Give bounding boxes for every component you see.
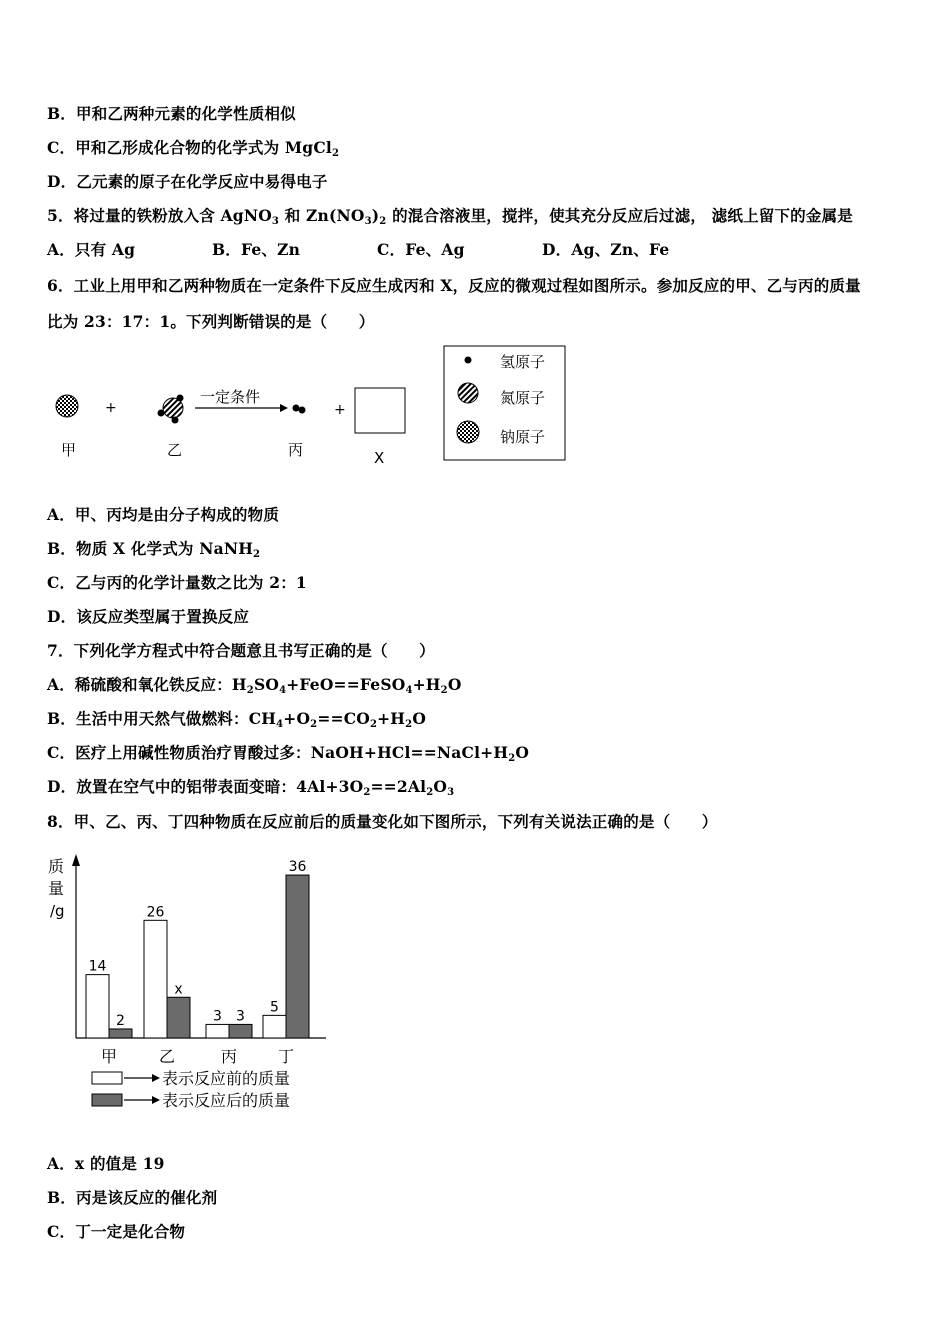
bar-after-3	[286, 875, 309, 1038]
bar-label-before-1: 26	[146, 904, 165, 921]
bar-label-before-0: 14	[88, 958, 107, 975]
plus-sign-2: +	[334, 402, 346, 418]
bar-before-0	[86, 975, 109, 1038]
q6-option-a: A．甲、丙均是由分子构成的物质	[47, 505, 280, 524]
bar-label-before-3: 5	[270, 999, 279, 1016]
bar-before-2	[206, 1024, 229, 1038]
q5-options	[47, 238, 669, 260]
jia-sodium-atom-icon	[56, 395, 78, 417]
q5-option-d: D．Ag、Zn、Fe	[542, 240, 670, 259]
legend-sodium: 钠原子	[500, 428, 546, 446]
label-yi: 乙	[167, 441, 183, 459]
q5-option-b: B．Fe、Zn	[212, 240, 301, 259]
category-label-3: 丁	[277, 1047, 295, 1066]
q6-option-b: B．物质 X 化学式为 NaNH$_2$	[47, 539, 261, 560]
bar-after-2	[229, 1024, 252, 1038]
bar-label-after-0: 2	[116, 1012, 125, 1029]
bar-after-1	[167, 997, 190, 1038]
legend-swatch-1	[92, 1094, 122, 1106]
bing-hydrogen-molecule-icon	[293, 405, 306, 414]
nitrogen-atom-icon	[458, 383, 478, 403]
q8-stem: 8．甲、乙、丙、丁四种物质在反应前后的质量变化如下图所示，下列有关说法正确的是（ ）	[47, 812, 718, 831]
legend-label-0: 表示反应前的质量	[162, 1069, 291, 1088]
label-jia: 甲	[61, 441, 77, 459]
q4-option-b: B．甲和乙两种元素的化学性质相似	[47, 104, 296, 123]
label-x: X	[374, 449, 385, 467]
hydrogen-atom-icon	[465, 357, 472, 364]
yi-ammonia-molecule-icon	[158, 395, 184, 424]
category-label-0: 甲	[100, 1047, 118, 1066]
q5-stem: 5．将过量的铁粉放入含 AgNO$_3$ 和 $Zn(NO_3)_2$ 的混合溶液里，搅拌，使其充分反应后过滤， 滤纸上留下的金属是	[47, 206, 853, 227]
x-product-box	[355, 388, 405, 433]
q4-option-c: C．甲和乙形成化合物的化学式为 MgCl$_2$	[47, 138, 340, 159]
q8-option-c: C．丁一定是化合物	[47, 1222, 186, 1241]
q8-option-b: B．丙是该反应的催化剂	[47, 1188, 218, 1207]
reaction-condition: 一定条件	[200, 388, 261, 406]
q7-option-c: C．医疗上用碱性物质治疗胃酸过多：$NaOH+HCl==NaCl+H_2O$	[47, 743, 530, 764]
legend-label-1: 表示反应后的质量	[162, 1091, 291, 1110]
q7-option-a: A．稀硫酸和氧化铁反应：$H_2SO_4+FeO==FeSO_4+H_2O$	[47, 675, 462, 696]
bar-label-before-2: 3	[213, 1008, 222, 1025]
q6-stem-line2: 比为 23：17：1。下列判断错误的是（ ）	[47, 312, 375, 331]
q5-option-c: C．Fe、Ag	[377, 240, 465, 259]
q6-stem-line1: 6．工业上用甲和乙两种物质在一定条件下反应生成丙和 X，反应的微观过程如图所示。参加反应的甲、乙与丙的质量	[47, 276, 861, 295]
sodium-atom-icon	[457, 421, 479, 443]
category-label-1: 乙	[158, 1047, 176, 1066]
label-bing: 丙	[288, 441, 304, 459]
legend-hydrogen: 氢原子	[500, 353, 546, 371]
legend-arrow-head-0	[152, 1074, 160, 1082]
q5-option-a: A．只有 Ag	[47, 240, 136, 259]
bar-label-after-1: x	[174, 981, 183, 998]
q6-reaction-diagram	[40, 338, 580, 473]
y-axis-label-3: /g	[50, 902, 65, 920]
q7-stem: 7．下列化学方程式中符合题意且书写正确的是（ ）	[47, 641, 435, 660]
bar-label-after-2: 3	[236, 1008, 245, 1025]
bar-before-1	[144, 920, 167, 1038]
bar-before-3	[263, 1015, 286, 1038]
y-axis-label-2: 量	[48, 879, 65, 898]
legend-swatch-0	[92, 1072, 122, 1084]
q6-option-d: D．该反应类型属于置换反应	[47, 607, 250, 626]
plus-sign-1: +	[105, 400, 117, 416]
q8-mass-bar-chart	[40, 842, 340, 1122]
q4-option-d: D．乙元素的原子在化学反应中易得电子	[47, 172, 328, 191]
q7-option-d: D．放置在空气中的铝带表面变暗：$4Al+3O_2==2Al_2O_3$	[47, 777, 455, 798]
y-axis-arrow	[72, 854, 80, 866]
y-axis-label-1: 质	[48, 857, 65, 876]
q6-option-c: C．乙与丙的化学计量数之比为 2：1	[47, 573, 307, 592]
bar-label-after-3: 36	[288, 859, 307, 876]
category-label-2: 丙	[220, 1047, 238, 1066]
legend-arrow-head-1	[152, 1096, 160, 1104]
bar-after-0	[109, 1029, 132, 1038]
q7-option-b: B．生活中用天然气做燃料：$CH_4+O_2==CO_2+H_2O$	[47, 709, 427, 730]
legend-nitrogen: 氮原子	[500, 389, 546, 407]
q8-option-a: A．x 的值是 19	[47, 1154, 165, 1173]
